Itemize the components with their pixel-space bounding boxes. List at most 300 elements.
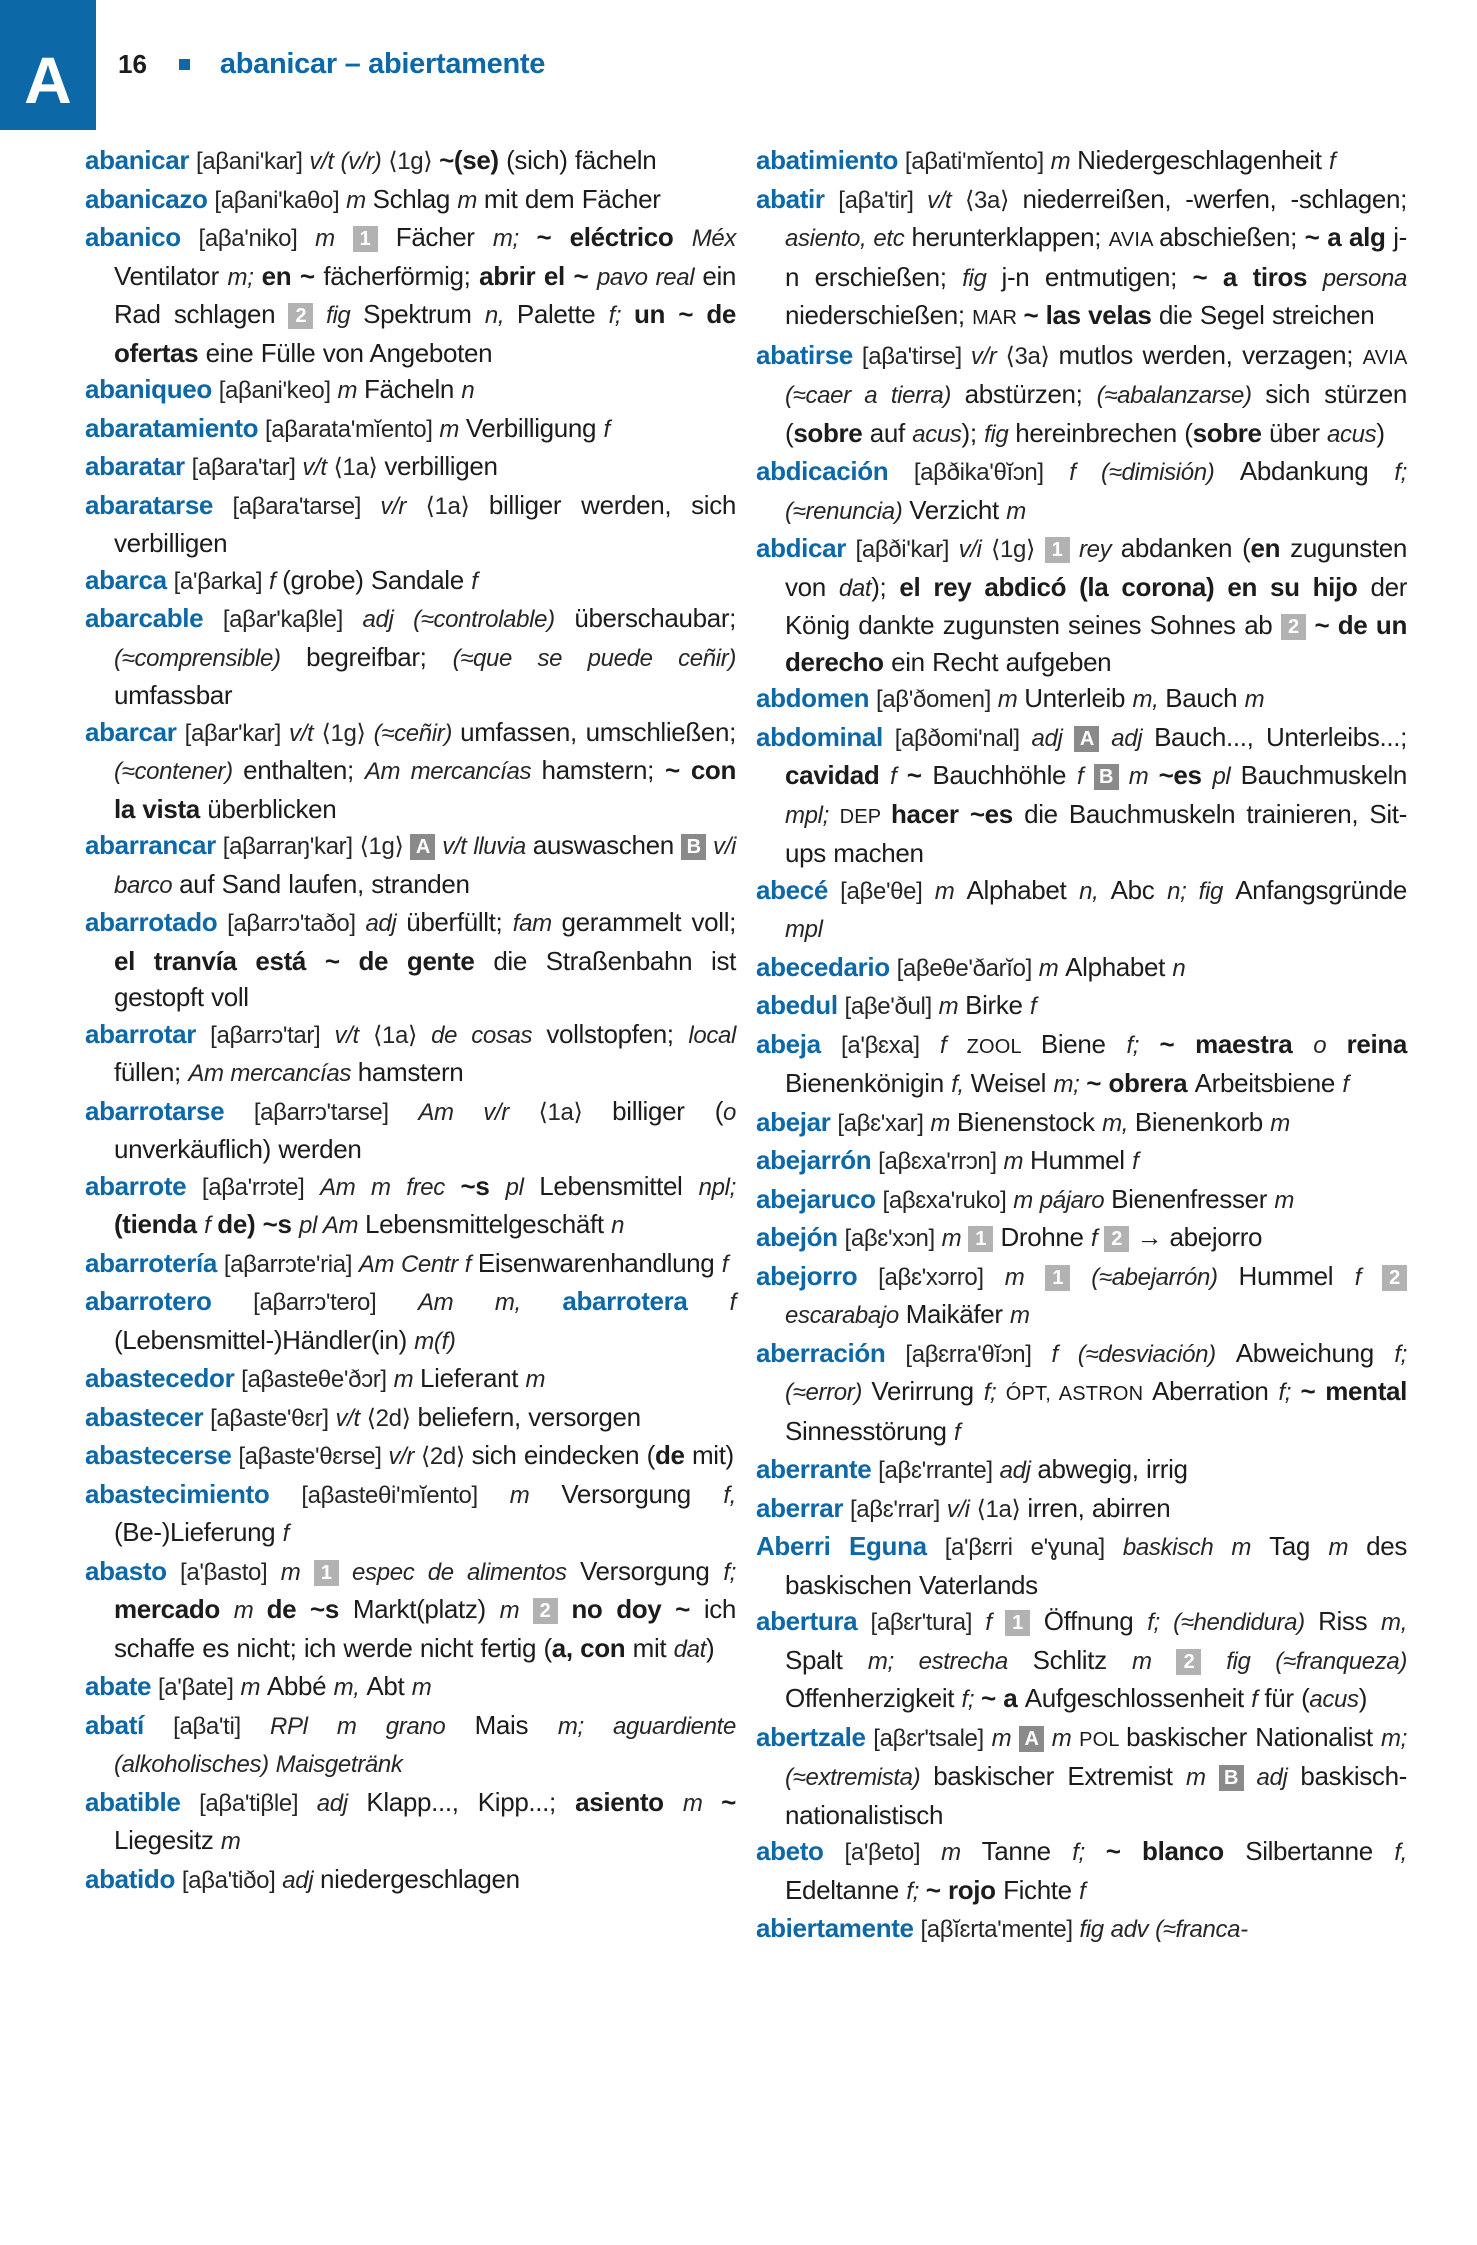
translation-text: Tanne <box>981 1836 1073 1866</box>
translation-text: mit <box>632 1632 674 1663</box>
bold-phrase: hacer ~es <box>891 798 1025 829</box>
grammar-label: m <box>233 1597 267 1624</box>
headword: abertura <box>756 1606 858 1636</box>
translation-text: zugunsten von <box>785 533 1408 602</box>
bold-phrase: (tienda <box>114 1209 205 1239</box>
grammar-label: asiento, etc <box>785 225 912 252</box>
dictionary-entry <box>85 1707 736 1784</box>
sense-number-box: 2 <box>1281 614 1306 640</box>
grammar-label: f <box>603 415 610 443</box>
grammar-label: pavo real <box>596 263 703 291</box>
headword: abarrotarse <box>85 1095 225 1126</box>
grammar-label: m, <box>1132 686 1166 713</box>
translation-text: Alphabet <box>966 874 1080 905</box>
grammar-label: m <box>682 1789 722 1817</box>
translation-text: Bauchhöhle <box>932 760 1077 790</box>
headword: abejorro <box>756 1260 858 1291</box>
translation-text: Klapp..., Kipp...; <box>366 1786 576 1817</box>
grammar-label: f, <box>1394 1839 1407 1866</box>
dictionary-entry <box>756 1910 1407 1949</box>
translation-text: Biene <box>1040 1028 1127 1059</box>
bold-phrase: sobre <box>1192 417 1270 448</box>
grammar-label: fig <box>313 302 364 329</box>
headword: abatí <box>85 1709 144 1740</box>
grammar-label: v/t (v/r) <box>309 148 389 175</box>
translation-text: abdanken ( <box>1120 533 1251 563</box>
headword: abanico <box>85 222 181 252</box>
grammar-label: pl <box>505 1173 540 1201</box>
grammar-label: m, <box>1381 1609 1408 1636</box>
translation-text: füllen; <box>114 1057 189 1087</box>
grammar-label: f <box>939 1031 967 1059</box>
grammar-label: m <box>1006 497 1026 525</box>
page-number: 16 <box>118 49 147 79</box>
dictionary-entry <box>756 1142 1407 1181</box>
bold-phrase: no doy ~ <box>557 1594 704 1624</box>
headword: abatible <box>85 1786 181 1817</box>
headword: abeto <box>756 1836 824 1866</box>
translation-text: (sich) fächeln <box>498 145 657 175</box>
dictionary-entry <box>85 371 736 410</box>
grammar-label: v/t <box>302 454 334 481</box>
pronunciation: ⟨3a⟩ <box>964 186 1023 214</box>
sense-number-box: 2 <box>533 1598 558 1624</box>
sense-letter-box: B <box>681 834 706 860</box>
headword: abejar <box>756 1106 831 1137</box>
grammar-label: m <box>499 1597 533 1624</box>
translation-text: auf <box>869 417 913 448</box>
pronunciation: ⟨1g⟩ <box>359 833 411 860</box>
translation-text: Lieferant <box>420 1363 526 1393</box>
bold-phrase: ~ a alg <box>1304 222 1394 252</box>
headword: abarca <box>85 564 167 595</box>
translation-text: niedergeschlagen <box>320 1863 520 1894</box>
column-left <box>85 142 736 2245</box>
translation-text: Bienenkönigin <box>785 1068 952 1098</box>
grammar-label: f <box>1029 993 1037 1020</box>
pronunciation: [aβɛ'xɔn] <box>837 1225 942 1252</box>
headword: abasto <box>85 1555 167 1586</box>
translation-text: Bauchmuskeln <box>1240 760 1407 790</box>
grammar-label: n; fig <box>1167 877 1236 905</box>
grammar-label: v/r <box>388 1443 421 1470</box>
translation-text: überblicken <box>207 793 337 824</box>
sense-letter-box: B <box>1219 1765 1244 1791</box>
grammar-label: f; <box>983 1379 1006 1406</box>
translation-text: baskischer Nationalist <box>1126 1721 1382 1752</box>
translation-text: abschießen; <box>1159 222 1305 252</box>
translation-text: Abweichung <box>1235 1337 1395 1368</box>
bold-phrase: el tranvía está ~ de gente <box>114 945 494 976</box>
translation-text: für ( <box>1264 1683 1310 1713</box>
grammar-label: m <box>1003 1148 1031 1175</box>
sense-number-box: 2 <box>1176 1649 1201 1675</box>
pronunciation: [aβa'tiβle] <box>180 1789 317 1817</box>
translation-text: ) <box>1358 1683 1367 1713</box>
translation-text: die Segel streichen <box>1158 300 1375 330</box>
translation-text: j-n erschießen; <box>785 222 1407 292</box>
grammar-label: de cosas <box>431 1021 547 1049</box>
grammar-label: m <box>439 415 466 443</box>
headword: abdicar <box>756 533 847 563</box>
dictionary-entry <box>85 714 736 828</box>
headword: abertzale <box>756 1721 866 1752</box>
translation-text: Fichte <box>1003 1874 1080 1905</box>
headword: abejarrón <box>756 1145 872 1175</box>
grammar-label: f <box>890 763 907 790</box>
dictionary-entry <box>756 453 1407 530</box>
headword: aberración <box>756 1337 886 1368</box>
translation-text: Aberration <box>1152 1376 1279 1406</box>
grammar-label: v/i <box>946 1495 977 1523</box>
grammar-label: m <box>991 1724 1019 1752</box>
bold-phrase: a, con <box>551 1632 633 1663</box>
translation-text: Öffnung <box>1029 1606 1148 1636</box>
pronunciation: [aβara'tarse] <box>213 492 381 520</box>
pronunciation: [aβarrɔte'ria] <box>217 1250 359 1278</box>
dictionary-entry <box>85 1168 736 1245</box>
pronunciation: [aβarrɔ'tero] <box>211 1289 418 1316</box>
pronunciation: [aβarraŋ'kar] <box>215 833 360 860</box>
grammar-label: fam <box>512 910 562 937</box>
sense-number-box: 1 <box>314 1560 339 1586</box>
grammar-label: m; aguardiente <box>557 1712 736 1740</box>
pronunciation: [aβði'kar] <box>846 536 959 563</box>
headword: aberrar <box>756 1492 844 1523</box>
grammar-label: fig <box>984 420 1016 448</box>
translation-text: Bauch..., Unterleibs...; <box>1154 721 1407 752</box>
bold-phrase: ~s <box>460 1170 506 1201</box>
headword: abedul <box>756 990 838 1020</box>
translation-text: Anfangsgründe <box>1235 874 1408 905</box>
translation-text: die Straßenbahn ist gestopft voll <box>114 945 736 1012</box>
translation-text: Versorgung <box>579 1555 724 1586</box>
bold-phrase: ~ rojo <box>925 1874 1004 1905</box>
grammar-label: m <box>1270 1109 1290 1137</box>
dictionary-entry <box>85 1245 736 1284</box>
grammar-label: n <box>1172 954 1186 982</box>
headword: abastecerse <box>85 1440 232 1470</box>
grammar-label: Am mercancías <box>364 758 542 785</box>
translation-text: niederreißen, -werfen, -schlagen; <box>1022 183 1408 214</box>
translation-text: Abc <box>1110 874 1168 905</box>
grammar-label: m <box>1050 148 1078 175</box>
field-label: AVIA <box>1362 346 1407 369</box>
translation-text: baskischer Extremist <box>933 1761 1187 1791</box>
grammar-label: m <box>1010 1302 1030 1329</box>
pronunciation: [aβa'rrɔte] <box>186 1173 321 1201</box>
sense-letter-box: B <box>1094 764 1119 790</box>
translation-text: billiger werden, sich verbilligen <box>114 489 736 558</box>
translation-text: → abejorro <box>1129 1222 1263 1252</box>
sense-letter-box: A <box>410 834 435 860</box>
grammar-label: adj <box>1099 724 1155 752</box>
translation-text: (Be-)Lieferung <box>114 1517 283 1547</box>
grammar-label: o <box>723 1098 737 1126</box>
grammar-label: m <box>240 1674 267 1701</box>
grammar-label: (≈comprensible) <box>114 644 307 672</box>
grammar-label: v/i <box>958 536 991 563</box>
dictionary-entry <box>85 219 736 371</box>
grammar-label: m <box>220 1828 241 1855</box>
headword: abaniqueo <box>85 374 212 404</box>
sense-letter-box: A <box>1074 726 1099 752</box>
grammar-label: Am Centr f <box>358 1250 478 1278</box>
grammar-label: f; <box>1072 1839 1106 1866</box>
translation-text: Alphabet <box>1065 951 1173 982</box>
translation-text: hamstern; <box>541 755 665 785</box>
headword: abeja <box>756 1028 821 1059</box>
grammar-label: f <box>269 567 283 595</box>
letter-tab-label: A <box>24 43 72 117</box>
grammar-label: m <box>1244 686 1265 713</box>
text-columns <box>85 142 1407 2245</box>
bold-phrase: sobre <box>793 417 870 448</box>
grammar-label: v/t <box>927 186 965 214</box>
translation-text: Mais <box>474 1709 558 1740</box>
bold-phrase: mercado <box>114 1594 234 1624</box>
headword: abarrancar <box>85 830 216 860</box>
dictionary-entry <box>85 487 736 562</box>
sense-number-box: 2 <box>1104 1226 1129 1252</box>
pronunciation: [aβɛr'tsale] <box>865 1724 992 1752</box>
dictionary-entry <box>756 1528 1407 1603</box>
translation-text: Fächer <box>377 222 493 252</box>
pronunciation: ⟨1a⟩ <box>372 1021 432 1049</box>
sense-number-box: 1 <box>1005 1610 1030 1636</box>
translation-text: überschaubar; <box>574 603 736 633</box>
translation-text: Maikäfer <box>905 1299 1011 1329</box>
translation-text: Bienenkorb <box>1134 1106 1271 1137</box>
sense-number-box: 1 <box>1045 537 1070 563</box>
translation-text: Schlag <box>372 183 458 214</box>
pronunciation: [a'βasto] <box>166 1558 281 1586</box>
dictionary-entry <box>756 949 1407 988</box>
bold-phrase: cavidad <box>785 760 891 790</box>
grammar-label: m <box>457 186 484 214</box>
pronunciation: ⟨1a⟩ <box>333 454 385 481</box>
dictionary-entry <box>85 448 736 487</box>
field-label: MAR <box>972 307 1024 329</box>
grammar-label: m <box>393 1366 421 1393</box>
dictionary-entry <box>756 1833 1407 1910</box>
grammar-label: f, <box>723 1481 736 1509</box>
headword: abdomen <box>756 683 870 713</box>
pronunciation: [aβ'ðomen] <box>869 686 998 713</box>
sense-number-box: 2 <box>288 303 313 329</box>
dictionary-entry <box>756 1603 1407 1719</box>
bold-phrase: ~ las velas <box>1023 300 1159 330</box>
pronunciation: [aβar'kaβle] <box>203 606 363 633</box>
grammar-label: m <box>337 377 364 404</box>
grammar-label: f; <box>723 1558 736 1586</box>
translation-text: Fächeln <box>363 374 462 404</box>
grammar-label: m <box>938 993 966 1020</box>
bold-phrase: ~ blanco <box>1105 1836 1246 1866</box>
bold-phrase: asiento <box>575 1786 683 1817</box>
pronunciation: ⟨1g⟩ <box>991 536 1045 563</box>
pronunciation: [aβðika'θĭɔn] <box>888 459 1070 486</box>
pronunciation: [aβarrɔ'tar] <box>196 1021 335 1049</box>
pronunciation: [aβɛr'tura] <box>857 1609 986 1636</box>
grammar-label: m <box>1004 1263 1046 1291</box>
translation-text: begreifbar; <box>306 641 453 672</box>
dictionary-entry <box>85 904 736 1016</box>
translation-text: abwegig, irrig <box>1037 1454 1188 1484</box>
headword: abaratar <box>85 451 185 481</box>
translation-text: Lebensmittel <box>539 1170 699 1201</box>
pronunciation: ⟨1g⟩ <box>321 719 374 747</box>
sense-letter-box: A <box>1019 1726 1044 1752</box>
pronunciation: [aβa'tir] <box>824 186 928 214</box>
headword: abarrotería <box>85 1247 217 1278</box>
grammar-label: v/t <box>289 719 322 747</box>
headword: abdicación <box>756 456 889 486</box>
dictionary-entry <box>85 181 736 220</box>
sense-number-box: 1 <box>353 226 378 252</box>
pronunciation: [aβani'kaθo] <box>207 186 347 214</box>
headword: abaratarse <box>85 489 214 520</box>
dictionary-entry <box>756 1219 1407 1258</box>
translation-text: vollstopfen; <box>546 1018 689 1049</box>
grammar-label: m <box>1038 954 1066 982</box>
grammar-label: dat <box>673 1635 706 1663</box>
headword: abejaruco <box>756 1183 876 1214</box>
grammar-label: pl Am <box>298 1212 365 1239</box>
bold-phrase: ~ mental <box>1300 1376 1407 1406</box>
grammar-label: m <box>525 1366 546 1393</box>
translation-text: Bienenstock <box>956 1106 1103 1137</box>
dictionary-entry <box>756 337 1407 454</box>
pronunciation: [aβasteθi'mĭento] <box>269 1481 510 1509</box>
headword: abanicar <box>85 145 190 175</box>
headword: abate <box>85 1671 152 1701</box>
pronunciation: [aβa'ti] <box>143 1712 271 1740</box>
grammar-label: f; <box>608 302 634 329</box>
grammar-label: m <box>997 686 1025 713</box>
field-label: DEP <box>839 805 892 828</box>
dictionary-entry <box>756 1026 1407 1104</box>
translation-text: Silbertanne <box>1245 1836 1395 1866</box>
dictionary-entry <box>756 1335 1407 1452</box>
headword: abiertamente <box>756 1913 914 1943</box>
grammar-label: espec de alimentos <box>338 1558 580 1586</box>
dictionary-entry <box>756 987 1407 1026</box>
grammar-label: (alkoholisches) Maisgetränk <box>114 1751 403 1778</box>
dictionary-entry <box>756 1451 1407 1490</box>
pronunciation: [a'βate] <box>151 1674 241 1701</box>
pronunciation: [aβðomi'nal] <box>882 724 1032 752</box>
dictionary-entry <box>756 142 1407 181</box>
grammar-label: f; <box>906 1877 926 1905</box>
grammar-label: pl <box>1212 763 1241 790</box>
grammar-label: f; <box>1126 1031 1160 1059</box>
headword: abastecimiento <box>85 1478 270 1509</box>
bold-phrase: el rey abdicó (la corona) en su hijo <box>899 571 1371 602</box>
translation-text: ich schaffe es nicht; ich werde nicht fertig ( <box>114 1594 736 1663</box>
translation-text: mit) <box>691 1440 734 1470</box>
translation-text: des baskischen Vaterlands <box>785 1531 1407 1600</box>
translation-text: Birke <box>965 990 1030 1020</box>
translation-text: ); <box>961 417 985 448</box>
grammar-label: v/r <box>380 492 426 520</box>
translation-text: umfassbar <box>114 680 233 710</box>
translation-text: Ventilator <box>114 260 228 291</box>
translation-text: beliefern, versorgen <box>417 1401 641 1432</box>
grammar-label: f <box>282 1520 289 1547</box>
translation-text: ); <box>871 571 900 602</box>
translation-text: (Lebensmittel-)Händler(in) <box>114 1324 415 1355</box>
pronunciation: [aβe'ðul] <box>837 993 939 1020</box>
headword: abanicazo <box>85 183 208 214</box>
grammar-label: f <box>471 567 478 595</box>
translation-text: fächerförmig; <box>323 260 480 291</box>
pronunciation: [aβani'kar] <box>189 148 310 175</box>
pronunciation: [aβɛxa'rrɔn] <box>871 1148 1004 1175</box>
headword: abecedario <box>756 951 890 982</box>
translation-text: Schlitz <box>1032 1644 1133 1675</box>
pronunciation: [a'βɛrri e'ɣuna] <box>926 1534 1123 1561</box>
pronunciation: [aβe'θe] <box>827 877 935 905</box>
grammar-label: f <box>985 1609 1005 1636</box>
headword: abarcable <box>85 603 204 633</box>
bold-phrase: ~ a <box>981 1683 1025 1713</box>
translation-text: niederschießen; <box>785 300 973 330</box>
sense-number-box: 1 <box>968 1226 993 1252</box>
translation-text: Arbeitsbiene <box>1194 1068 1343 1098</box>
grammar-label: m <box>1043 1724 1080 1752</box>
grammar-label: v/i barco <box>114 833 736 899</box>
translation-text: Abdankung <box>1239 456 1395 486</box>
grammar-label: adj (≈controlable) <box>362 606 575 633</box>
translation-text: auswaschen <box>532 830 682 860</box>
grammar-label: RPl m grano <box>270 1712 475 1740</box>
grammar-label: (≈contener) <box>114 758 244 785</box>
grammar-label: f <box>1132 1148 1139 1175</box>
pronunciation: ⟨2d⟩ <box>366 1404 418 1432</box>
grammar-label: adj <box>316 1789 367 1817</box>
bold-phrase: de) ~s <box>217 1209 299 1239</box>
dictionary-entry <box>85 142 736 181</box>
headword: abarrotero <box>85 1286 212 1316</box>
translation-text: gerammelt voll; <box>561 907 737 937</box>
grammar-label: n <box>461 377 475 404</box>
letter-tab <box>0 0 96 130</box>
dictionary-entry <box>85 1093 736 1168</box>
grammar-label: f <box>729 1289 736 1316</box>
dictionary-entry <box>756 1258 1407 1335</box>
pronunciation: [aβɛ'rrar] <box>843 1495 947 1523</box>
translation-text: Palette <box>516 299 609 329</box>
translation-text: Aufgeschlossenheit <box>1024 1683 1252 1713</box>
grammar-label: m, <box>333 1674 367 1701</box>
grammar-label: m <box>1328 1534 1367 1561</box>
column-right <box>756 142 1407 2245</box>
dictionary-entry <box>756 1181 1407 1220</box>
headword: abarrotera <box>562 1286 730 1316</box>
headword: abastecedor <box>85 1363 235 1393</box>
pronunciation: [a'βarka] <box>166 567 269 595</box>
translation-text: Spektrum <box>363 299 485 329</box>
grammar-label: n, <box>484 302 517 329</box>
dictionary-entry <box>85 1016 736 1093</box>
grammar-label: adj <box>999 1457 1038 1484</box>
grammar-label: adj <box>1243 1764 1301 1791</box>
bold-phrase: un ~ de ofertas <box>114 299 736 368</box>
pronunciation: [aβɛrra'θĭɔn] <box>885 1340 1052 1368</box>
pronunciation: [aβasteθe'ðɔr] <box>234 1366 394 1393</box>
translation-text: Bauch <box>1165 683 1245 713</box>
